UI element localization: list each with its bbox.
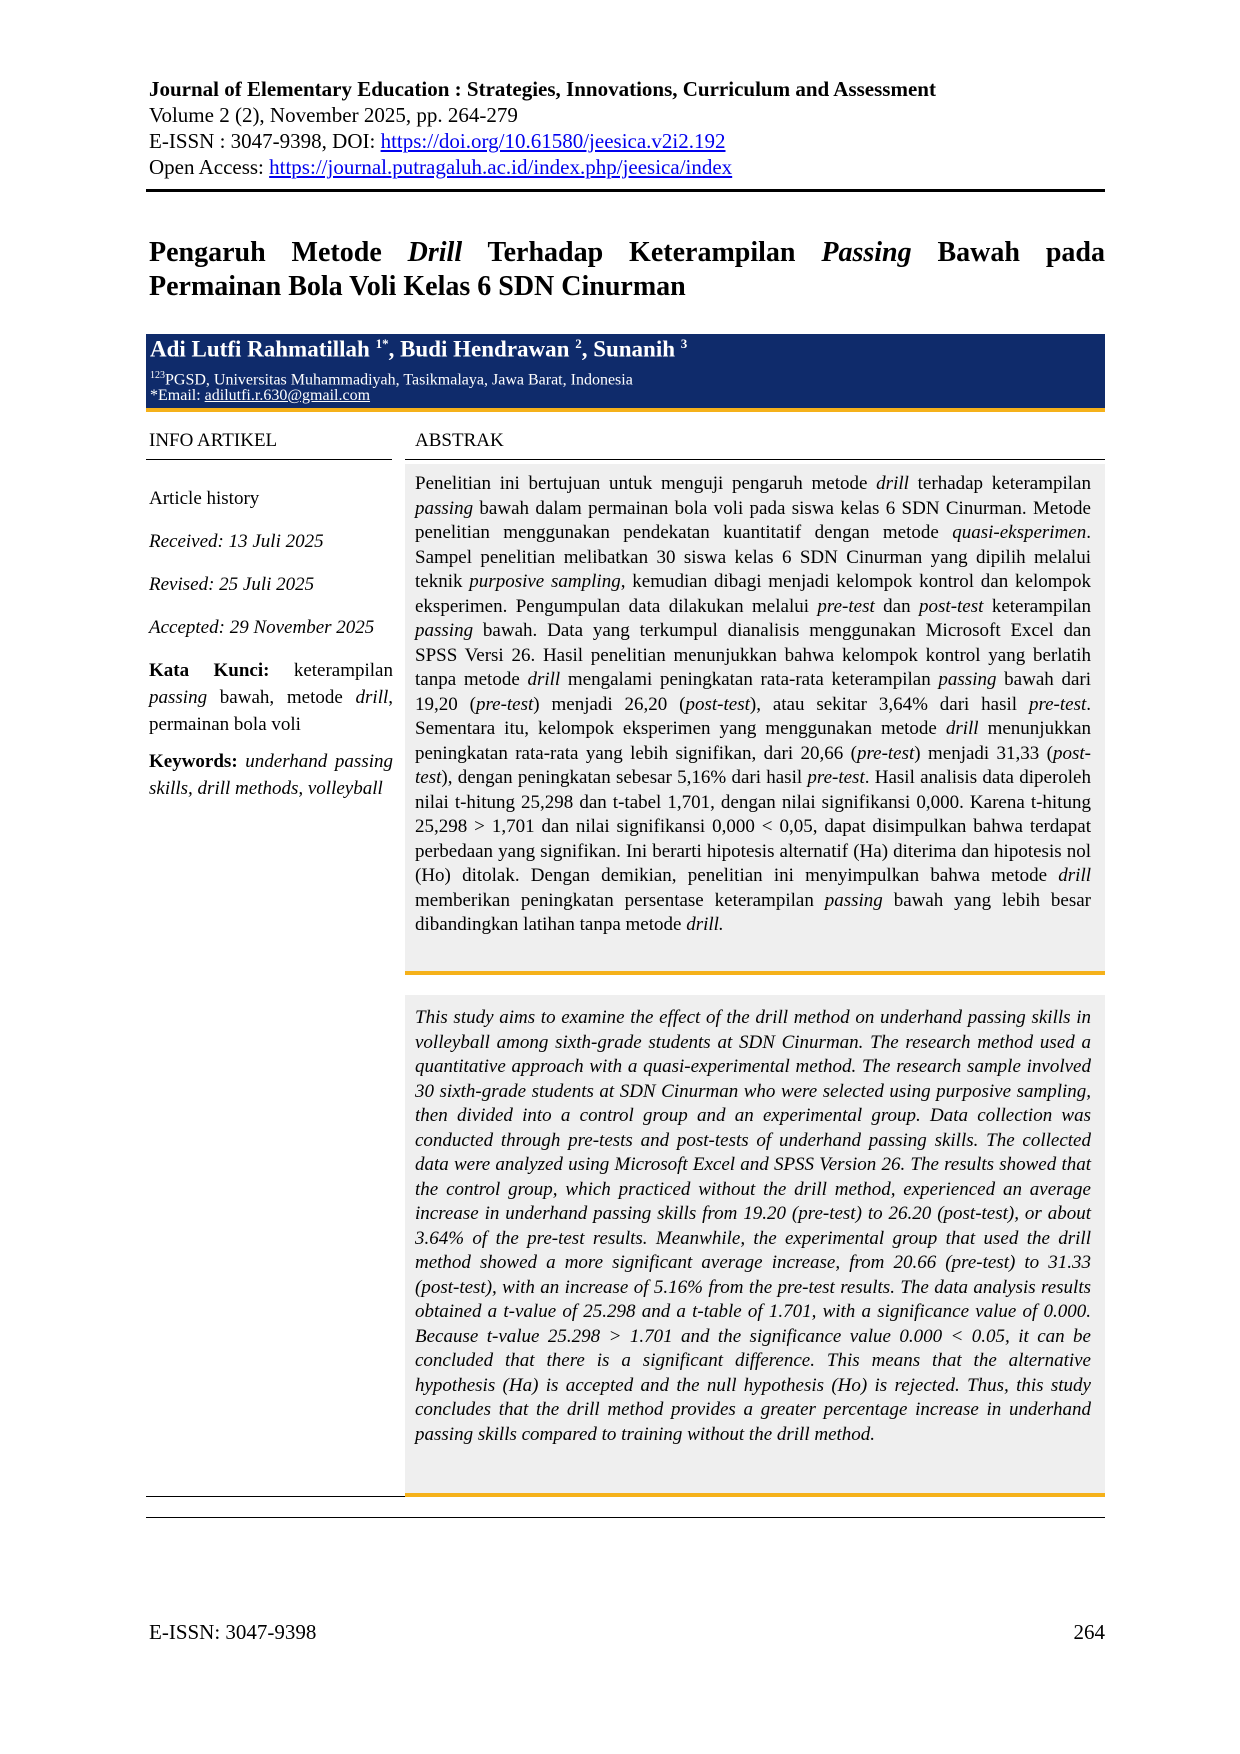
- abstract-text-run: menunjukkan peningkatan rata-rata yang lebih signifikan, dari 20,66 (: [415, 718, 1091, 764]
- abstract-text-run: ), atau sekitar 3,64% dari hasil: [749, 693, 1029, 715]
- abstract-italic-term: passing: [938, 669, 997, 690]
- kata-kunci-label: Kata Kunci:: [149, 660, 270, 681]
- author-3-mark: 3: [680, 336, 688, 351]
- title-italic-passing: Passing: [821, 237, 912, 268]
- title-italic-drill: Drill: [407, 237, 463, 268]
- abstract-text-run: bawah dalam permainan bola voli pada siswa kelas 6 SDN Cinurman. Metode penelitian menggunakan pendekatan kuantitatif dengan metode: [415, 497, 1091, 543]
- email-line: [150, 386, 370, 406]
- abstract-text-run: , kemudian dibagi menjadi kelompok kontrol dan kelompok eksperimen. Pengumpulan data dilakukan melalui: [415, 571, 1091, 617]
- abstract-text-run: memberikan peningkatan persentase keterampilan: [415, 889, 825, 911]
- abstract-italic-term: drill: [1058, 865, 1091, 886]
- kata-kunci-text: , permainan bola voli: [149, 687, 393, 735]
- abstract-italic-term: purposive sampling: [469, 571, 621, 592]
- abstract-text-run: mengalami peningkatan rata-rata keterampilan: [560, 669, 939, 690]
- abstract-italic-term: post-test: [685, 693, 750, 715]
- article-info: [149, 485, 393, 812]
- title-text: Pengaruh Metode: [149, 237, 408, 268]
- abstract-italic-term: post-test: [415, 742, 1091, 788]
- info-end-divider: [146, 1496, 405, 1497]
- header-divider: [146, 189, 1105, 192]
- abstract-text-run: terhadap keterampilan: [908, 473, 1091, 494]
- keywords-label: Keywords:: [149, 751, 238, 772]
- info-divider: [146, 459, 392, 460]
- author-3: , Sunanih: [581, 336, 681, 362]
- abstract-text-run: bawah. Data yang terkumpul dianalisis menggunakan Microsoft Excel dan SPSS Versi 26. Hasil penelitian menunjukkan bahwa kelompok kontrol yang berlatih tanpa metode: [415, 620, 1091, 690]
- issn-label: E-ISSN : 3047-9398, DOI:: [149, 129, 381, 153]
- abstract-indonesian: [405, 464, 1105, 971]
- kata-kunci-text: bawah, metode: [207, 687, 356, 708]
- author-2: , Budi Hendrawan: [388, 336, 576, 362]
- abstract-italic-term: quasi-eksperimen: [952, 522, 1087, 543]
- affiliation-mark: 123: [150, 370, 165, 381]
- author-band: [146, 334, 1105, 408]
- doi-link[interactable]: https://doi.org/10.61580/jeesica.v2i2.192: [380, 129, 726, 153]
- open-access-line: [149, 154, 1105, 180]
- kata-kunci: [149, 657, 393, 738]
- author-1: Adi Lutfi Rahmatillah: [150, 336, 376, 362]
- abstract-italic-term: drill: [876, 473, 909, 494]
- paper-title: [149, 236, 1105, 304]
- email-label: *Email:: [150, 387, 205, 404]
- abstract-english-text: This study aims to examine the effect of the drill method on underhand passing skills in volleyball among sixth-grade students at SDN Cinurman. The research method used a quantitative approach with a quasi-experimental method. The research sample involved 30 sixth-grade students at SDN Cinurman who were selected using purposive sampling, then divided into a control group and an experimental group. Data collection was conducted through pre-tests and post-tests of underhand passing skills. The collected data were analyzed using Microsoft Excel and SPSS Version 26. The results showed that the control group, which practiced without the drill method, experienced an average increase in underhand passing skills from 19.20 (pre-test) to 26.20 (post-test), or about 3.64% of the pre-test results. Meanwhile, the experimental group that used the drill method showed a more significant average increase, from 20.66 (pre-test) to 31.33 (post-test), with an increase of 5.16% from the pre-test results. The data analysis results obtained a t-value of 25.298 and a t-table of 1.701, with a significance value of 0.000. Because t-value 25.298 > 1.701 and the significance value 0.000 < 0.05, it can be concluded that there is a significant difference. This means that the alternative hypothesis (Ha) is accepted and the null hypothesis (Ho) is rejected. Thus, this study concludes that the drill method provides a greater percentage increase in underhand passing skills compared to training without the drill method.: [415, 1007, 1091, 1445]
- abstract-italic-term: passing: [415, 497, 474, 519]
- author-1-mark: 1*: [375, 336, 389, 351]
- journal-name: Journal of Elementary Education : Strategies, Innovations, Curriculum and Assessment: [149, 77, 936, 101]
- abstract-text-run: . Sementara itu, kelompok eksperimen yang menggunakan metode: [415, 693, 1092, 739]
- volume-info: Volume 2 (2), November 2025, pp. 264-279: [149, 103, 518, 127]
- footer-divider: [146, 1517, 1105, 1518]
- abstract-text-run: bawah dari 19,20 (: [415, 669, 1091, 715]
- abstract-accent-line: [405, 971, 1105, 975]
- abstract-text-run: ), dengan peningkatan sebesar 5,16% dari hasil: [441, 767, 808, 788]
- abstract-text-run: ) menjadi 26,20 (: [533, 693, 686, 715]
- abstract-italic-term: passing: [824, 889, 883, 911]
- abstract-text-run: Penelitian ini bertujuan untuk menguji pengaruh metode: [415, 473, 877, 494]
- kata-kunci-text: keterampilan: [269, 660, 393, 681]
- abstract-italic-term: pre-test: [1028, 693, 1087, 715]
- accepted-date: Accepted: 29 November 2025: [149, 617, 375, 638]
- abstract-italic-term: drill: [527, 669, 561, 690]
- keywords: [149, 748, 393, 802]
- revised-date: Revised: 25 Juli 2025: [149, 574, 315, 595]
- abstract-heading: ABSTRAK: [415, 430, 504, 451]
- abstract-divider: [405, 459, 1105, 460]
- abstract-italic-term: drill.: [686, 914, 724, 935]
- abstract-text-run: dan: [874, 595, 920, 617]
- author-accent-line: [146, 408, 1105, 412]
- abstract-text-run: . Hasil analisis data diperoleh nilai t-hitung 25,298 dan t-tabel 1,701, dengan nilai signifikansi 0,000. Karena t-hitung 25,298 > 1,701 dan nilai signifikansi 0,000 < 0,05, dapat disimpulkan bahwa terdapat perbedaan yang signifikan. Ini berarti hipotesis alternatif (Ha) diterima dan hipotesis nol (Ho) ditolak. Dengan demikian, penelitian ini menyimpulkan bahwa metode: [415, 767, 1091, 886]
- abstract-italic-term: pre-test: [475, 693, 534, 715]
- abstract-italic-term: pre-test: [856, 742, 915, 764]
- abstract-italic-term: post-test: [919, 595, 984, 617]
- page-number: 264: [1073, 1620, 1105, 1644]
- abstract-italic-term: passing: [415, 620, 474, 641]
- abstract-text-run: bawah yang lebih besar dibandingkan latihan tanpa metode: [415, 889, 1091, 935]
- title-text: Terhadap Keterampilan: [462, 237, 822, 268]
- info-heading: INFO ARTIKEL: [149, 430, 278, 451]
- author-list: [150, 336, 687, 363]
- title-text: Bawah pada Permainan Bola Voli Kelas 6 SDN Cinurman: [149, 237, 1105, 302]
- author-2-mark: 2: [575, 336, 582, 351]
- email-link[interactable]: adilutfi.r.630@gmail.com: [204, 387, 371, 404]
- journal-header: [149, 76, 1105, 180]
- abstract-indonesian-text: [415, 472, 1091, 938]
- abstract-text-run: keterampilan: [983, 595, 1091, 617]
- issn-doi-line: [149, 128, 1105, 154]
- footer-issn: E-ISSN: 3047-9398: [149, 1620, 317, 1644]
- abstract-italic-term: pre-test: [817, 595, 875, 617]
- kata-kunci-italic: drill: [355, 687, 389, 708]
- open-access-label: Open Access:: [149, 155, 270, 179]
- affiliation-text: PGSD, Universitas Muhammadiyah, Tasikmalaya, Jawa Barat, Indonesia: [165, 371, 633, 389]
- journal-link[interactable]: https://journal.putragaluh.ac.id/index.php/jeesica/index: [269, 155, 733, 179]
- received-date: Received: 13 Juli 2025: [149, 531, 324, 552]
- abstract-english: [405, 995, 1105, 1493]
- kata-kunci-italic: passing: [149, 687, 208, 708]
- abstract-italic-term: pre-test: [807, 767, 865, 788]
- keywords-text: underhand passing skills, drill methods, volleyball: [149, 751, 393, 799]
- article-history-label: Article history: [149, 488, 260, 509]
- abstract-italic-term: drill: [945, 718, 979, 739]
- abstract-text-run: . Sampel penelitian melibatkan 30 siswa kelas 6 SDN Cinurman yang dipilih melalui teknik: [415, 522, 1091, 592]
- abstract-end-accent-line: [405, 1493, 1105, 1497]
- abstract-text-run: ) menjadi 31,33 (: [914, 742, 1053, 764]
